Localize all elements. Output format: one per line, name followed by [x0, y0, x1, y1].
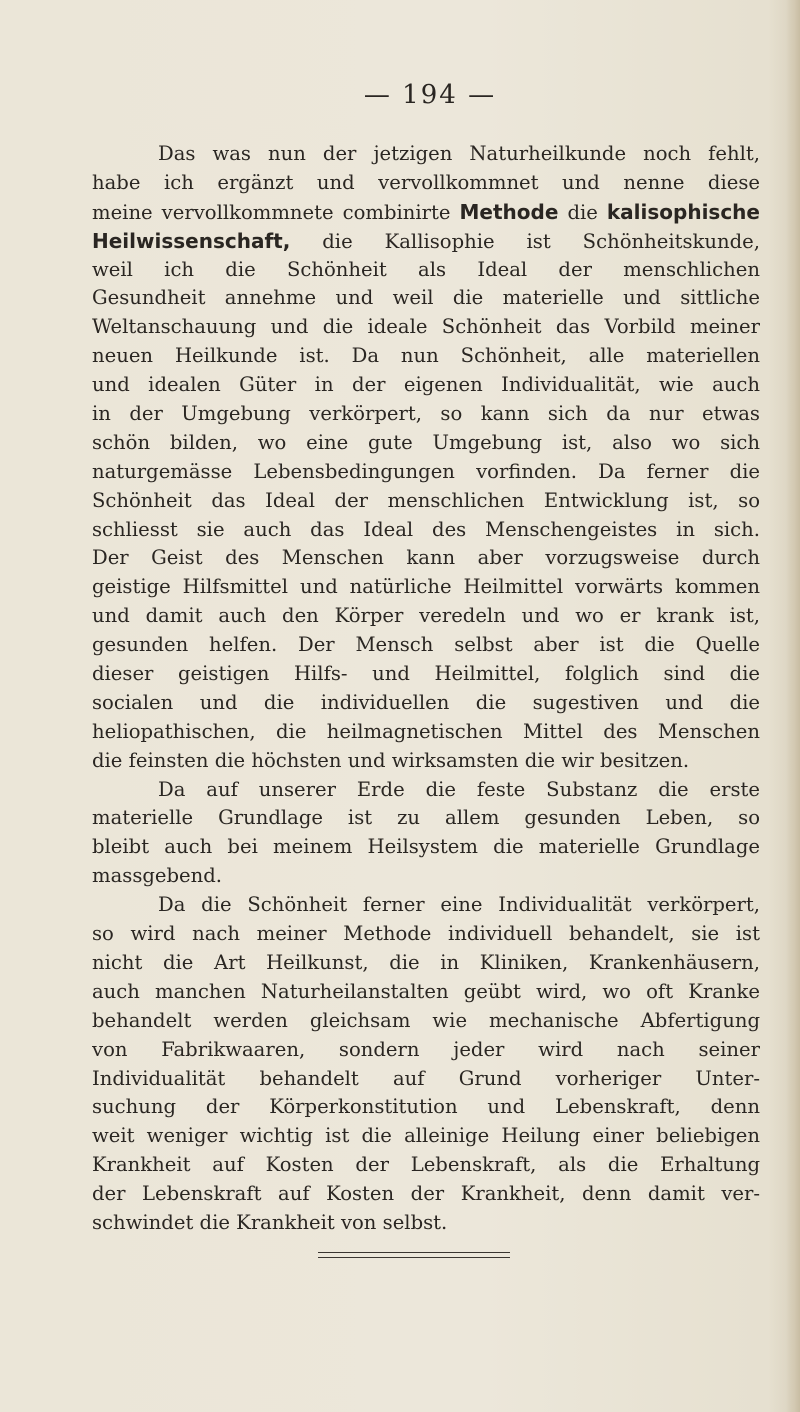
text-run: Schönheit das Ideal der menschlichen Entwicklung ist, so [92, 488, 760, 512]
text-run: Da auf unserer Erde die feste Substanz die erste [158, 777, 760, 801]
text-line [92, 313, 760, 342]
text-run: schliesst sie auch das Ideal des Menschengeistes in sich. [92, 517, 760, 541]
text-run: die feinsten die höchsten und wirksamsten die wir besitzen. [92, 748, 690, 772]
text-run: die [558, 200, 607, 224]
text-run: Da die Schönheit ferner eine Individualität verkörpert, [158, 893, 760, 917]
text-run: socialen und die individuellen die sugestiven und die [92, 690, 760, 714]
text-run: naturgemässe Lebensbedingungen vorfinden. Da ferner die [92, 459, 760, 483]
text-line [92, 544, 760, 573]
text-run: auch manchen Naturheilanstalten geübt wird, wo oft Kranke [92, 979, 760, 1003]
text-line [92, 978, 760, 1007]
text-line [92, 631, 760, 660]
text-line [92, 458, 760, 487]
text-run: behandelt werden gleichsam wie mechanische Abfertigung [92, 1008, 760, 1032]
text-line [92, 747, 760, 776]
text-line [92, 516, 760, 545]
text-line [92, 804, 760, 833]
text-line [92, 227, 760, 256]
text-run: Der Geist des Menschen kann aber vorzugsweise durch [92, 546, 760, 570]
text-line [92, 1065, 760, 1094]
text-run: massgebend. [92, 864, 223, 888]
text-run: geistige Hilfsmittel und natürliche Heilmittel vorwärts kommen [92, 575, 760, 599]
text-run: Gesundheit annehme und weil die materielle und sittliche [92, 286, 760, 310]
text-line [92, 198, 760, 227]
text-run: suchung der Körperkonstitution und Lebenskraft, denn [92, 1095, 760, 1119]
text-run: und damit auch den Körper veredeln und wo er krank ist, [92, 604, 760, 628]
text-line [92, 573, 760, 602]
text-line [92, 891, 760, 920]
emphasized-text: Methode [459, 199, 559, 224]
body-text [92, 140, 760, 1238]
page-edge [786, 0, 800, 1412]
page-number: — 194 — [363, 80, 497, 110]
end-rule-bottom [318, 1257, 510, 1258]
text-line [92, 140, 760, 169]
text-line [92, 1209, 760, 1238]
text-run: Individualität behandelt auf Grund vorheriger Unter- [92, 1066, 760, 1090]
text-run: bleibt auch bei meinem Heilsystem die materielle Grundlage [92, 835, 760, 859]
text-line [92, 256, 760, 285]
text-run: der Lebenskraft auf Kosten der Krankheit, denn damit ver- [92, 1182, 760, 1206]
text-run: gesunden helfen. Der Mensch selbst aber ist die Quelle [92, 633, 760, 657]
end-rule-top [318, 1252, 510, 1253]
text-line [92, 371, 760, 400]
text-line [92, 1007, 760, 1036]
text-line [92, 776, 760, 805]
text-line [92, 342, 760, 371]
text-run: weit weniger wichtig ist die alleinige Heilung einer beliebigen [92, 1124, 760, 1148]
text-run: in der Umgebung verkörpert, so kann sich da nur etwas [92, 402, 760, 426]
text-run: habe ich ergänzt und vervollkommnet und nenne diese [92, 170, 760, 194]
text-run: die Kallisophie ist Schönheitskunde, [290, 229, 760, 253]
text-line [92, 169, 760, 198]
text-line [92, 1151, 760, 1180]
text-run: und idealen Güter in der eigenen Individualität, wie auch [92, 373, 760, 397]
text-line [92, 400, 760, 429]
text-line [92, 1180, 760, 1209]
text-line [92, 487, 760, 516]
text-line [92, 833, 760, 862]
text-run: heliopathischen, die heilmagnetischen Mittel des Menschen [92, 719, 760, 743]
text-line [92, 1093, 760, 1122]
text-line [92, 1036, 760, 1065]
text-run: von Fabrikwaaren, sondern jeder wird nach seiner [92, 1037, 760, 1061]
emphasized-text: Heilwissenschaft, [92, 228, 291, 253]
text-line [92, 1122, 760, 1151]
text-run: nicht die Art Heilkunst, die in Kliniken, Krankenhäusern, [92, 950, 760, 974]
text-run: schön bilden, wo eine gute Umgebung ist, also wo sich [92, 430, 760, 454]
text-run: materielle Grundlage ist zu allem gesunden Leben, so [92, 806, 760, 830]
text-run: so wird nach meiner Methode individuell behandelt, sie ist [92, 922, 760, 946]
text-run: meine vervollkommnete combinirte [92, 200, 460, 224]
text-line [92, 949, 760, 978]
text-line [92, 660, 760, 689]
text-run: schwindet die Krankheit von selbst. [92, 1210, 448, 1234]
text-run: Krankheit auf Kosten der Lebenskraft, als die Erhaltung [92, 1153, 760, 1177]
text-line [92, 718, 760, 747]
text-run: Weltanschauung und die ideale Schönheit das Vorbild meiner [92, 315, 760, 339]
text-run: weil ich die Schönheit als Ideal der menschlichen [92, 257, 760, 281]
text-line [92, 920, 760, 949]
text-run: neuen Heilkunde ist. Da nun Schönheit, alle materiellen [92, 344, 760, 368]
text-line [92, 284, 760, 313]
text-run: dieser geistigen Hilfs- und Heilmittel, folglich sind die [92, 662, 760, 686]
text-line [92, 602, 760, 631]
text-run: Das was nun der jetzigen Naturheilkunde noch fehlt, [158, 142, 760, 165]
text-line [92, 429, 760, 458]
text-line [92, 689, 760, 718]
text-line [92, 862, 760, 891]
emphasized-text: kalisophische [606, 199, 760, 224]
